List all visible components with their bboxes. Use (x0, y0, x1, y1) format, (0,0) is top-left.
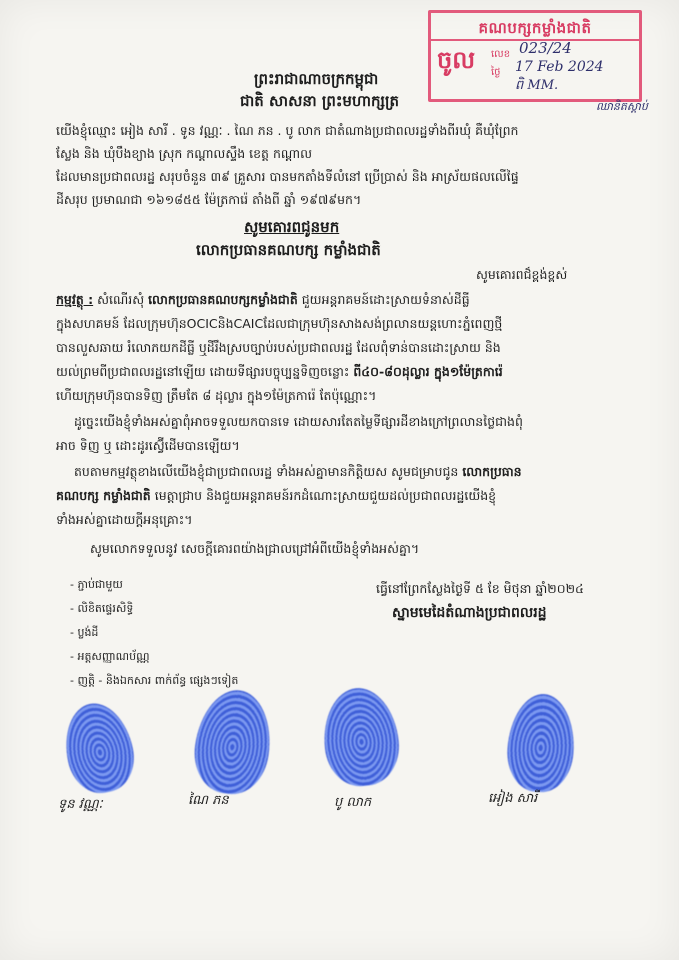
stamp-received-label: ចូល (437, 46, 476, 74)
signature-name: អៀង សារី (488, 791, 538, 806)
paragraph-3-recipient: លោកប្រធាន (462, 464, 522, 479)
subject-text-c: ជួយអន្តរាគមន៍ដោះស្រាយទំនាស់ដីធ្លី (301, 292, 470, 307)
date-place: ធ្វើនៅព្រែកស្លែងថ្ងៃទី ៥ ខែ មិថុនា ឆ្នាំ២០២៤ (376, 581, 584, 596)
attachment-item: - ញត្តិ - និងឯកសារ ពាក់ព័ន្ធ ផ្សេងៗទៀត (70, 674, 239, 687)
attachment-item: - លិខិតផ្ទេរសិទ្ធិ (70, 602, 134, 615)
signature-name: ទូន វណ្ណៈ (58, 797, 103, 812)
attachment-item: - ប្លង់ដី (70, 626, 99, 639)
attachment-item: - អត្តសញ្ញាណប័ណ្ណ (70, 650, 150, 663)
salutation: សូមគោរពជ៏ខ្ពង់ខ្ពស់ (476, 267, 568, 282)
paragraph-2-line-2: អាច ទិញ ឬ ដោះដូរស្វ៊ើដើមបានឡើយ។ (56, 438, 240, 453)
subject-line-5: ហើយក្រុមហ៊ុនបានទិញ ត្រឹមតែ ៨ ដុល្លារ ក្នុង១ម៉ែត្រការ៉េ តែប៉ុណ្ណោះ។ (56, 388, 377, 403)
closing-line: សូមលោកទទួលនូវ សេចក្តីគោរពយ៉ាងជ្រាលជ្រៅអំពីយើងខ្ញុំទាំងអស់គ្នា។ (90, 541, 420, 556)
intro-line-4: ដីសរុប ប្រមាណជា ១៦១៨៥៥ ម៉ែត្រការ៉េ តាំងពី ឆ្នាំ ១៩៧៩មក។ (56, 192, 362, 207)
stamp-number-label: លេខ (491, 49, 511, 60)
paragraph-2-line-1: ដូច្នេះយើងខ្ញុំទាំងអស់គ្នាពុំអាចទទួលយកបានទេ ដោយសារតែតម្លៃទីផ្សារដីខាងក្រៅព្រលានថ្លៃជាងពុំ (74, 414, 523, 429)
received-stamp (428, 10, 642, 102)
subject-line-4-text: យល់ព្រមពីប្រជាពលរដ្ឋនៅឡើយ ដោយទីផ្សារបច្ចុប្បន្នទិញចន្លោះ (56, 364, 350, 379)
market-price: ពី៤០-៨០ដុល្លារ ក្នុង១ម៉ែត្រការ៉េ (353, 364, 503, 379)
intro-line-3: ដែលមានប្រជាពលរដ្ឋ សរុបចំនួន ៣៩ គ្រួសារ បានមកតាំងទីលំនៅ ប្រើប្រាស់ និង អាស្រ័យផលលើផ្ទៃ (56, 169, 519, 184)
stamp-number-value: 023/24 (519, 39, 572, 57)
subject-recipient: លោកប្រធានគណបក្សកម្លាំងជាតិ (148, 292, 298, 307)
paragraph-3-line-2 (56, 487, 496, 505)
party-name: គណបក្ស កម្លាំងជាតិ (56, 488, 151, 503)
signatory-title: ស្នាមមេដៃតំណាងប្រជាពលរដ្ឋ (392, 605, 547, 621)
paragraph-3-line-2-text: មេត្តាជ្រាប និងជួយអន្តរាគមន៍រកដំណោះស្រាយជួយដល់ប្រជាពលរដ្ឋយើងខ្ញុំ (154, 488, 497, 503)
stamp-annotation: ឈានិតស្តាប់ (596, 100, 648, 113)
intro-line-2: ស្លែង និង ឃុំបឹងខ្យាង ស្រុក កណ្តាលស្ទឹង ខេត្ត កណ្តាល (56, 146, 313, 161)
signature-name: ណៃ ភន (188, 793, 229, 808)
signature-name: បូ លាក (334, 795, 372, 810)
intro-line-1: យើងខ្ញុំឈ្មោះ អៀង សារី . ទូន វណ្ណៈ . ណៃ ភន . បូ លាក ជាតំណាងប្រជាពលរដ្ឋទាំងពីរឃុំ គឺឃុំព្រែក (56, 123, 519, 138)
subject-line-4 (56, 363, 503, 381)
subject-line-3: បានលួសឆាយ រំលោភយកដីធ្លី ឬដីរឹងស្របច្បាប់របស់ប្រជាពលរដ្ឋ ដែលពុំទាន់បានដោះស្រាយ និង (56, 340, 501, 355)
motto-heading: ជាតិ សាសនា ព្រះមហាក្សត្រ (240, 92, 399, 110)
attachment-item: - ភ្ជាប់ជាមួយ (70, 578, 123, 591)
stamp-title: គណបក្សកម្លាំងជាតិ (431, 17, 639, 41)
kingdom-heading: ព្រះរាជាណាចក្រកម្ពុជា (254, 70, 379, 88)
stamp-date-label: ថ្ងៃ (491, 67, 501, 78)
paragraph-3-line-1 (74, 463, 522, 481)
recipient-heading: លោកប្រធានគណបក្ស កម្លាំងជាតិ (196, 241, 381, 259)
subject-text-a: សំណើរសុំ (97, 292, 145, 307)
stamp-sign-value: ពិ MM. (515, 78, 559, 93)
paragraph-3-text: តបតាមកម្មវត្ថុខាងលើយើងខ្ញុំជាប្រជាពលរដ្ឋ ទាំងអស់គ្នាមានកិត្តិយស សូមជម្រាបជូន (74, 464, 459, 479)
subject-label: កម្មវត្ថុ : (56, 292, 94, 307)
stamp-date-value: 17 Feb 2024 (515, 59, 604, 75)
subject-line-1 (56, 291, 470, 309)
paragraph-3-line-3: ទាំងអស់គ្នាដោយក្តីអនុគ្រោះ។ (56, 512, 193, 527)
respect-heading: សូមគោរពជូនមក (244, 218, 340, 236)
subject-line-2: ក្នុងសហគមន៍ ដែលក្រុមហ៊ុនOCICនិងCAICដែលជាក្រុមហ៊ុនសាងសង់ព្រលានយន្តហោះភ្នំពេញថ្មី (56, 316, 503, 331)
